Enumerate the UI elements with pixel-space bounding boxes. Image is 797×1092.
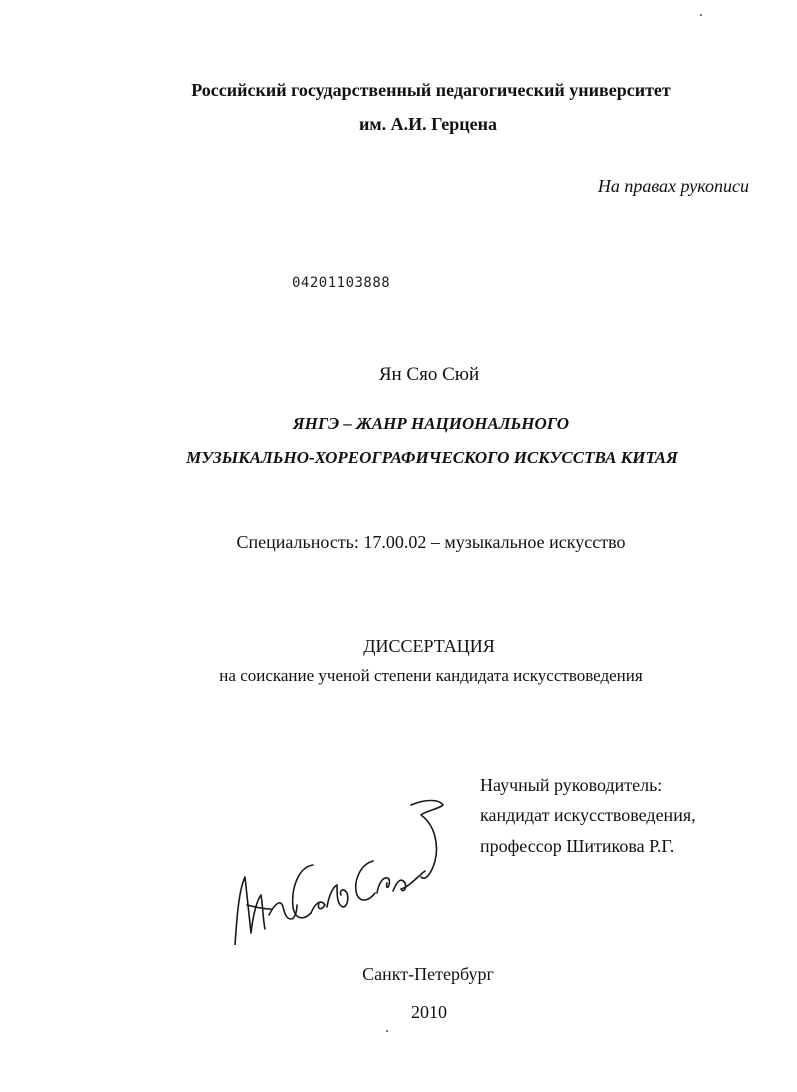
scan-speck xyxy=(386,1030,388,1032)
publication-city: Санкт-Петербург xyxy=(362,964,494,984)
supervisor-label: Научный руководитель: xyxy=(480,775,663,795)
manuscript-rights-note: На правах рукописи xyxy=(597,176,749,196)
supervisor-name: профессор Шитикова Р.Г. xyxy=(480,836,675,856)
specialty-line: Специальность: 17.00.02 – музыкальное искусство xyxy=(236,532,626,552)
supervisor-degree: кандидат искусствоведения, xyxy=(480,805,696,825)
publication-year: 2010 xyxy=(411,1002,447,1022)
dissertation-title-line1: ЯНГЭ – ЖАНР НАЦИОНАЛЬНОГО xyxy=(292,414,570,433)
degree-line: на соискание ученой степени кандидата искусствоведения xyxy=(219,666,643,685)
university-name: Российский государственный педагогический университет xyxy=(191,80,671,100)
dissertation-title-line2: МУЗЫКАЛЬНО-ХОРЕОГРАФИЧЕСКОГО ИСКУССТВА КИТАЯ xyxy=(186,448,678,467)
author-signature xyxy=(225,795,460,945)
archive-code: 04201103888 xyxy=(292,275,391,291)
document-type: ДИССЕРТАЦИЯ xyxy=(363,636,495,656)
university-eponym: им. А.И. Герцена xyxy=(359,114,497,134)
scan-speck xyxy=(700,14,702,16)
author-name: Ян Сяо Сюй xyxy=(378,364,480,385)
signature-strokes xyxy=(235,801,443,946)
